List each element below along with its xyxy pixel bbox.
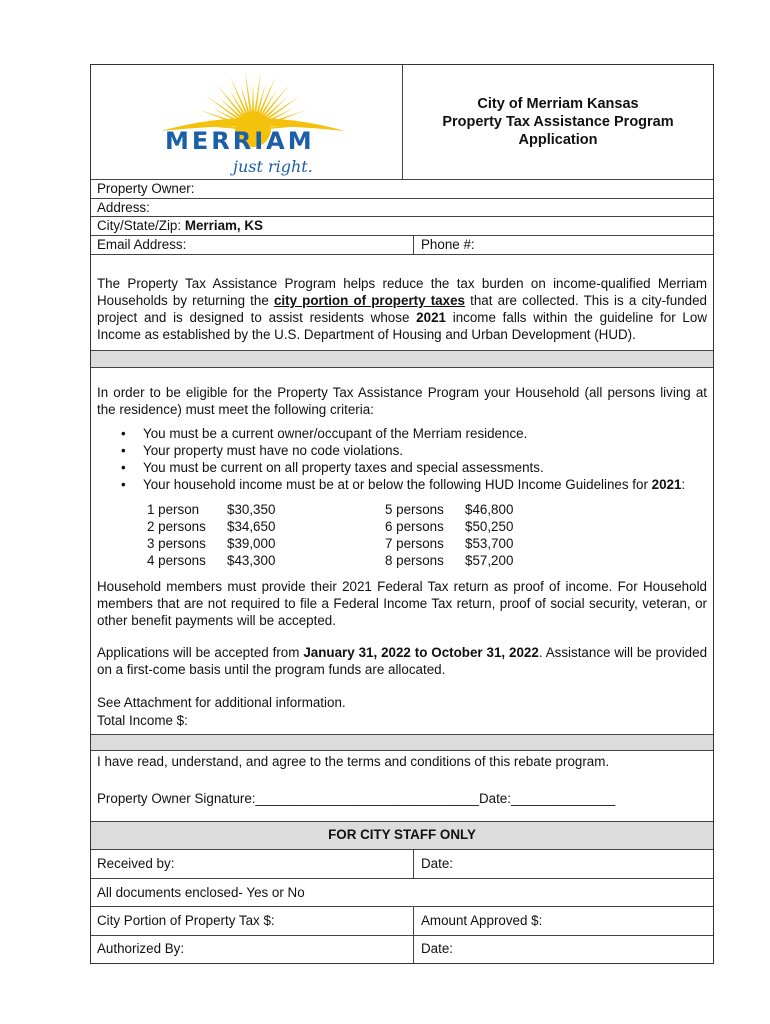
city-portion-row bbox=[91, 907, 713, 936]
income-row: 8 persons $57,200 bbox=[385, 553, 514, 568]
criteria-list bbox=[97, 425, 707, 493]
owner-row bbox=[91, 180, 713, 199]
income-row: 7 persons $53,700 bbox=[385, 536, 514, 551]
address-row bbox=[91, 199, 713, 217]
income-row: 6 persons $50,250 bbox=[385, 519, 514, 534]
amount-approved-label: Amount Approved $: bbox=[421, 913, 543, 928]
date-label: Date: bbox=[421, 941, 454, 956]
city-state-zip-row bbox=[91, 217, 713, 236]
dates-paragraph: Applications will be accepted from January 31, 2022 to October 31, 2022. Assistance will be provided on a first-come basis until the program funds are allocated. bbox=[97, 645, 708, 677]
sun-ray bbox=[216, 84, 242, 116]
authorized-label: Authorized By: bbox=[97, 941, 185, 956]
list-item: • Your household income must be at or below the following HUD Income Guidelines for 2021: bbox=[97, 476, 707, 493]
title-line-1: City of Merriam Kansas bbox=[477, 96, 639, 112]
owner-label: Property Owner: bbox=[97, 181, 195, 196]
shaded-separator-1 bbox=[91, 351, 713, 368]
intro-paragraph: The Property Tax Assistance Program helps reduce the tax burden on income-qualified Merriam Households by returning the city portion of property taxes that are collected. This is a city-funded project and is designed to assist residents whose 2021 income falls within the guideline for Low Income as established by the U.S. Department of Housing and Urban Development (HUD). bbox=[97, 276, 707, 342]
city-portion-emphasis: city portion of property taxes bbox=[273, 293, 465, 308]
authorized-row bbox=[91, 936, 713, 963]
attachment-note: See Attachment for additional information. bbox=[97, 695, 346, 710]
staff-heading: FOR CITY STAFF ONLY bbox=[328, 827, 476, 842]
logo-tagline: just right. bbox=[233, 157, 313, 176]
form-title bbox=[403, 65, 713, 179]
income-row: 2 persons $34,650 bbox=[147, 519, 276, 534]
proof-paragraph: Household members must provide their 2021 Federal Tax return as proof of income. For Household members that are not required to file a Federal Income Tax return, proof of social security, veteran, or other benefit payments will be accepted. bbox=[97, 579, 707, 628]
criteria-section bbox=[91, 368, 713, 735]
phone-label: Phone #: bbox=[421, 237, 475, 252]
csz-label: City/State/Zip: Merriam, KS bbox=[97, 218, 263, 233]
signature-line[interactable]: Property Owner Signature:______________________________Date:______________ bbox=[97, 791, 616, 806]
total-income-row bbox=[91, 712, 713, 735]
intro-section bbox=[91, 255, 713, 351]
sun-ray bbox=[206, 96, 239, 120]
criteria-lead: In order to be eligible for the Property Tax Assistance Program your Household (all persons living at the residence) must meet the following criteria: bbox=[97, 385, 707, 417]
received-row bbox=[91, 850, 713, 879]
application-date-range: January 31, 2022 to October 31, 2022 bbox=[303, 645, 539, 660]
title-line-2: Property Tax Assistance Program bbox=[442, 114, 674, 130]
income-table-right bbox=[385, 501, 513, 569]
documents-row bbox=[91, 879, 713, 907]
received-label: Received by: bbox=[97, 856, 175, 871]
total-income-label: Total Income $: bbox=[97, 713, 188, 728]
sun-ray bbox=[264, 84, 290, 116]
sun-ray bbox=[252, 83, 254, 111]
title-line-3: Application bbox=[518, 132, 598, 148]
merriam-logo bbox=[91, 65, 403, 179]
income-row: 4 persons $43,300 bbox=[147, 553, 276, 568]
date-label: Date: bbox=[421, 856, 454, 871]
income-table-left bbox=[147, 501, 275, 569]
list-item: • Your property must have no code violations. bbox=[97, 442, 707, 459]
application-form bbox=[90, 64, 714, 964]
email-label: Email Address: bbox=[97, 237, 187, 252]
address-label: Address: bbox=[97, 200, 150, 215]
email-phone-row bbox=[91, 236, 713, 255]
income-row: 1 person $30,350 bbox=[147, 502, 276, 517]
list-item: • You must be current on all property taxes and special assessments. bbox=[97, 459, 707, 476]
staff-heading-row bbox=[91, 822, 713, 850]
income-row: 3 persons $39,000 bbox=[147, 536, 276, 551]
sun-ray bbox=[259, 76, 276, 113]
form-header bbox=[91, 65, 713, 180]
list-item: • You must be a current owner/occupant of the Merriam residence. bbox=[97, 425, 707, 442]
logo-wordmark: MERRIAM bbox=[165, 127, 315, 155]
city-portion-label: City Portion of Property Tax $: bbox=[97, 913, 275, 928]
shaded-separator-2 bbox=[91, 735, 713, 751]
sun-ray bbox=[267, 96, 300, 120]
documents-label: All documents enclosed- Yes or No bbox=[97, 885, 305, 900]
agreement-text: I have read, understand, and agree to the terms and conditions of this rebate program. bbox=[97, 754, 610, 769]
agreement-section bbox=[91, 751, 713, 822]
income-row: 5 persons $46,800 bbox=[385, 502, 514, 517]
sun-ray bbox=[230, 76, 247, 113]
csz-value: Merriam, KS bbox=[184, 218, 263, 233]
